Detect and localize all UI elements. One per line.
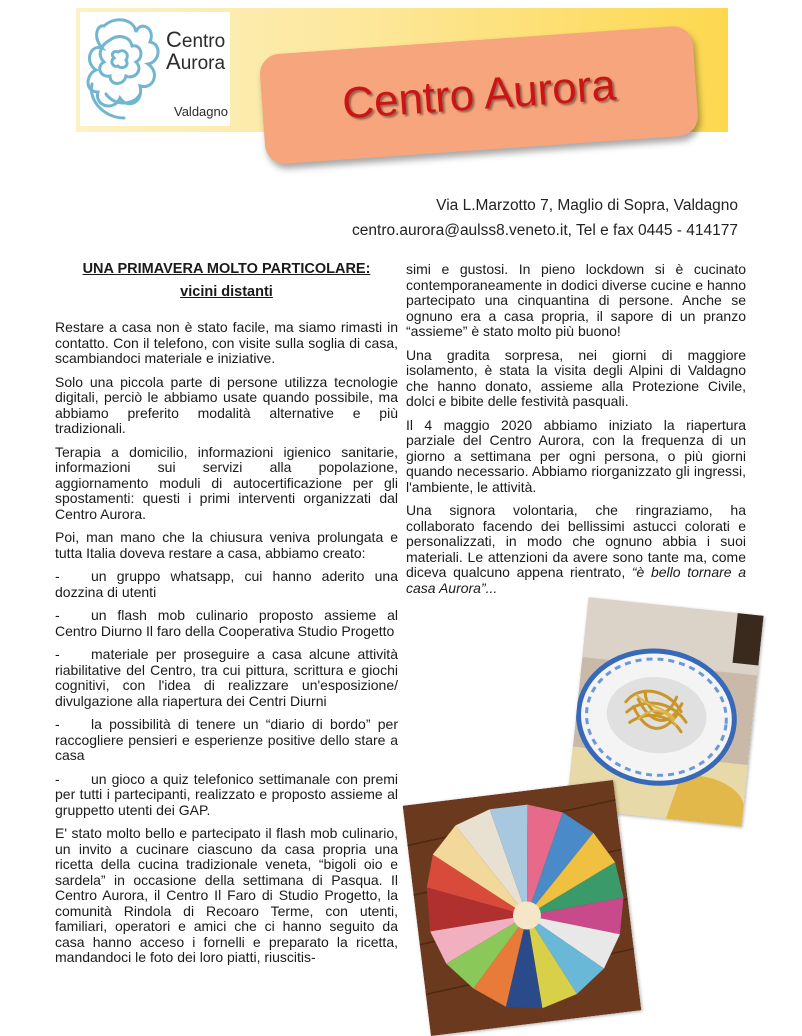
logo-text-urora: urora bbox=[180, 53, 226, 74]
paragraph-9 bbox=[406, 503, 746, 596]
paragraph-2: Solo una piccola parte di persone utilizza tecnologie digitali, perciò le abbiamo usate quando possibile, ma abbiamo preferito modalità alternative e più tradizionali. bbox=[55, 373, 398, 436]
article-left-column bbox=[55, 262, 398, 974]
paragraph-7: Una gradita sorpresa, nei giorni di maggiore isolamento, è stata la visita degli Alpini di Valdagno che hanno donato, assieme alla Protezione Civile, dolci e bibite delle festività pasquali. bbox=[406, 346, 746, 409]
logo-line-aurora bbox=[166, 49, 226, 74]
closing-quote: “è bello tornare a casa Aurora”... bbox=[406, 564, 746, 596]
bullet-dash: - bbox=[55, 646, 60, 662]
list-item bbox=[55, 772, 398, 819]
list-item-text: un gruppo whatsapp, cui hanno aderito una dozzina di utenti bbox=[55, 568, 398, 600]
paragraph-6: simi e gustosi. In pieno lockdown si è cucinato contemporaneamente in dodici diverse cucine e hanno partecipato una cinquantina di persone. Anche se ognuno era a casa propria, il sapore di un pranzo “assieme” è stato molto più buono! bbox=[406, 261, 746, 339]
logo-text-entro: entro bbox=[181, 31, 226, 52]
article-subheading: vicini distanti bbox=[180, 283, 273, 300]
page-title: Centro Aurora bbox=[340, 60, 618, 129]
list-item bbox=[55, 569, 398, 600]
paragraph-9-text: Una signora volontaria, che ringraziamo, ha collaborato facendo dei bellissimi astucci colorati e personalizzati, in modo che ognuno abbia i suoi materiali. Le attenzioni da avere sono tante ma, come diceva qualcuno appena rientrato, bbox=[406, 502, 746, 580]
paragraph-5: E' stato molto bello e partecipato il flash mob culinario, un invito a cucinare ciascuno da casa propria una ricetta della cucina tradizionale veneta, “bigoli oio e sardela” in occasione della settimana di Pasqua. Il Centro Aurora, il Centro Il Faro di Studio Progetto, la comunità Rindola di Recoaro Terme, con utenti, familiari, operatori e amici che ci hanno seguito da casa hanno acceso i fornelli e preparato la ricetta, mandandoci le foto dei loro piatti, riuscitis- bbox=[55, 825, 398, 965]
logo bbox=[80, 12, 230, 126]
paragraph-1: Restare a casa non è stato facile, ma siamo rimasti in contatto. Con il telefono, con visite sulla soglia di casa, scambiandoci materiale e iniziative. bbox=[55, 319, 398, 366]
list-item bbox=[55, 717, 398, 764]
aurora-swirl-logo-icon bbox=[84, 14, 162, 122]
address: Via L.Marzotto 7, Maglio di Sopra, Valdagno bbox=[436, 197, 738, 214]
list-item bbox=[55, 608, 398, 639]
article-right-column bbox=[406, 262, 746, 604]
list-item-text: la possibilità di tenere un “diario di bordo” per raccogliere pensieri e esperienze positive dello stare a casa bbox=[55, 716, 398, 763]
fabric-pencil-cases-photo bbox=[403, 780, 642, 1036]
logo-cap-c: C bbox=[166, 27, 182, 52]
logo-cap-a: A bbox=[166, 49, 181, 74]
list-item bbox=[55, 647, 398, 709]
list-item-text: un flash mob culinario proposto assieme al Centro Diurno Il faro della Cooperativa Studio Progetto bbox=[55, 607, 398, 639]
list-item-text: un gioco a quiz telefonico settimanale con premi per tutti i partecipanti, realizzato e proposto assieme al gruppetto utenti dei GAP. bbox=[55, 770, 398, 818]
paragraph-3: Terapia a domicilio, informazioni igienico sanitarie, informazioni sui servizi alla popolazione, aggiornamento moduli di autocertificazione per gli spostamenti: questi i primi interventi organizzati dal Centro Aurora. bbox=[55, 443, 398, 522]
bullet-dash: - bbox=[55, 607, 60, 623]
logo-subtitle: Valdagno bbox=[174, 104, 228, 119]
paragraph-8: Il 4 maggio 2020 abbiamo iniziato la riapertura parziale del Centro Aurora, con la frequenza di un giorno a settimana per ogni persona, o più giorni quando necessario. Abbiamo riorganizzato gli ingressi, l'ambiente, le attività. bbox=[406, 416, 746, 495]
fabric-cases-icon bbox=[403, 780, 642, 1036]
email-phone: centro.aurora@aulss8.veneto.it, Tel e fax 0445 - 414177 bbox=[352, 222, 738, 239]
list-item-text: materiale per proseguire a casa alcune attività riabilitative del Centro, tra cui pittura, scrittura e giochi cognitivi, con l'idea di realizzare un'esposizione/ divulgazione alla riapertura dei Centri Diurni bbox=[55, 646, 398, 709]
paragraph-4: Poi, man mano che la chiusura veniva prolungata e tutta Italia doveva restare a casa, abbiamo creato: bbox=[55, 529, 398, 561]
article-heading: UNA PRIMAVERA MOLTO PARTICOLARE: bbox=[82, 261, 371, 277]
bullet-dash: - bbox=[55, 716, 60, 732]
bullet-dash: - bbox=[55, 770, 60, 787]
bullet-dash: - bbox=[55, 568, 60, 584]
